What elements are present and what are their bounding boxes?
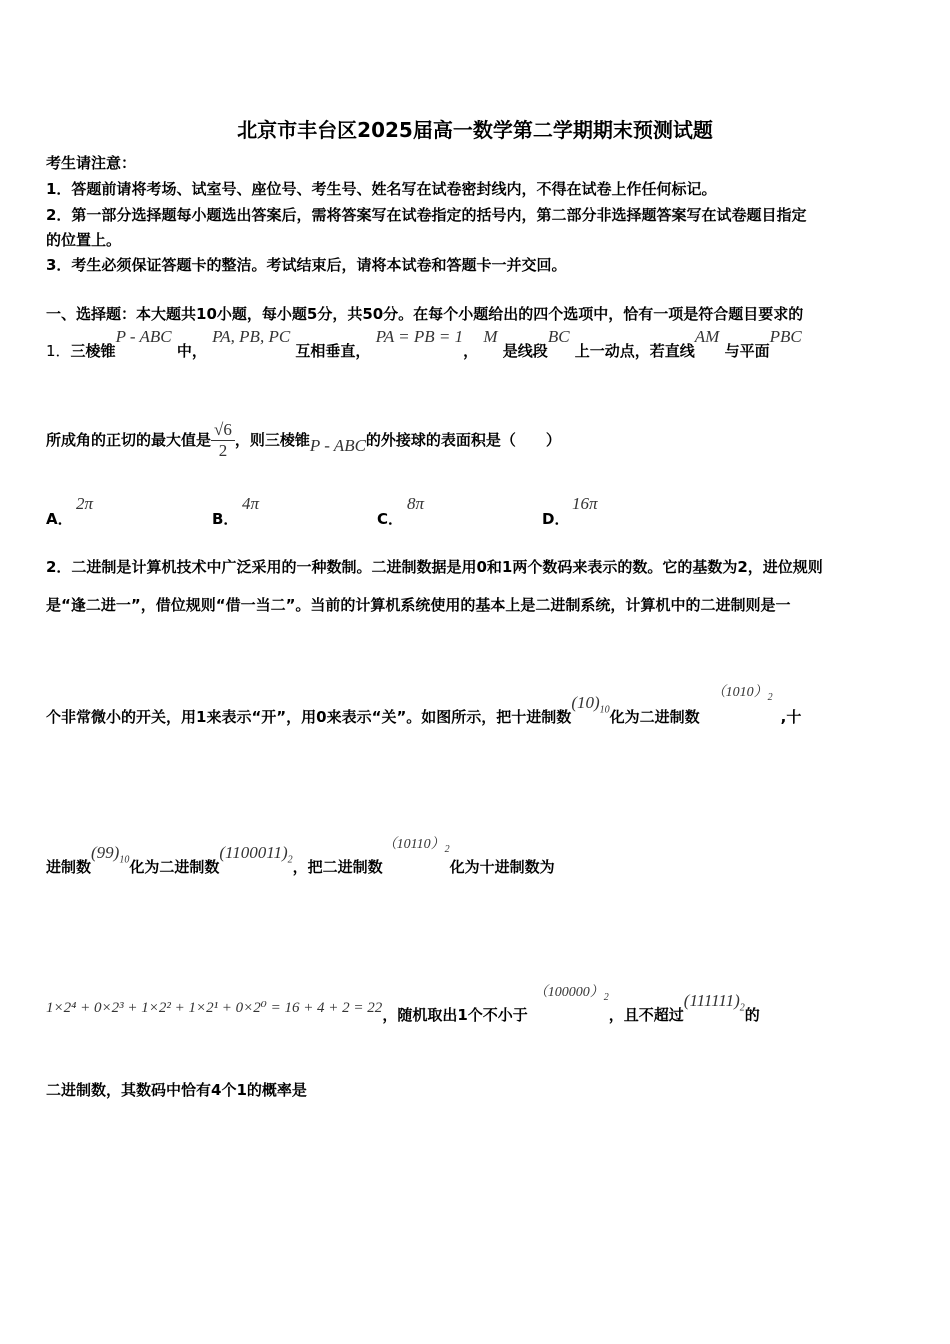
denominator: 2 <box>218 441 228 460</box>
option-c[interactable] <box>377 494 425 529</box>
math: P - ABC <box>115 327 172 346</box>
math-base: 10 <box>119 854 130 866</box>
section-heading: 一、选择题：本大题共10小题，每小题5分，共50分。在每个小题给出的四个选项中，恰有一项是符合题目要求的 <box>46 305 804 323</box>
option-value: 8π <box>407 494 425 513</box>
notice-item: 1．答题前请将考场、试室号、座位号、考生号、姓名写在试卷密封线内，不得在试卷上作任何标记。 <box>46 180 717 198</box>
math-base: 2 <box>767 691 773 703</box>
math-value: (10) <box>571 693 600 712</box>
math: AM <box>694 327 720 346</box>
math <box>533 985 609 1003</box>
math-value: (1100011) <box>219 843 288 862</box>
notice-item: 2．第一部分选择题每小题选出答案后，需将答案写在试卷指定的括号内，第二部分非选择题答案写在试卷题目指定 <box>46 206 807 224</box>
question-2-line-4 <box>46 837 555 879</box>
option-value: 2π <box>76 494 94 513</box>
text: ， <box>463 342 479 360</box>
text: 的 <box>744 1006 760 1024</box>
math <box>219 843 293 866</box>
text: ，且不超过 <box>608 1006 684 1024</box>
text: ，则三棱锥 <box>234 431 310 449</box>
math-value: （1010） <box>711 685 768 700</box>
formula: 1×2⁴ + 0×2³ + 1×2² + 1×2¹ + 0×2⁰ = 16 + 4 + 2 = 22 <box>46 1000 383 1016</box>
math-value: (99) <box>91 843 120 862</box>
math-value: (111111) <box>683 991 740 1010</box>
numerator: √6 <box>211 420 235 441</box>
page-title: 北京市丰台区2025届高一数学第二学期期末预测试题 <box>237 118 713 142</box>
question-1-line-1 <box>46 327 802 361</box>
text: 是线段 <box>502 342 548 360</box>
option-label: D． <box>542 510 570 528</box>
option-a[interactable] <box>46 494 94 529</box>
option-value: 16π <box>572 494 598 513</box>
text: 化为二进制数 <box>609 708 700 726</box>
option-b[interactable] <box>212 494 260 529</box>
question-1-line-2 <box>46 420 561 461</box>
text: ，把二进制数 <box>292 858 383 876</box>
math: BC <box>547 327 570 346</box>
text: 化为十进制数为 <box>449 858 555 876</box>
math <box>382 837 450 855</box>
math-base: 2 <box>287 854 293 866</box>
option-label: C． <box>377 510 404 528</box>
text: 互相垂直， <box>295 342 371 360</box>
text: 个非常微小的开关，用1来表示“开”，用0来表示“关”。如图所示，把十进制数 <box>46 708 572 726</box>
math-base: 2 <box>444 843 450 855</box>
math: PA, PB, PC <box>212 327 291 346</box>
text: ,十 <box>780 708 802 726</box>
math <box>683 991 745 1014</box>
text: 的外接球的表面积是（ ） <box>365 431 561 449</box>
math: PA = PB = 1 <box>375 327 464 346</box>
notice-heading: 考生请注意： <box>46 154 137 172</box>
option-d[interactable] <box>542 494 598 529</box>
text: 上一动点，若直线 <box>574 342 695 360</box>
q-number: 1． <box>46 342 71 360</box>
question-2-line-5 <box>46 985 760 1027</box>
text: 进制数 <box>46 858 92 876</box>
math <box>571 693 610 716</box>
text: 与平面 <box>724 342 770 360</box>
option-label: A． <box>46 510 73 528</box>
question-2-line-1: 2．二进制是计算机技术中广泛采用的一种数制。二进制数据是用0和1两个数码来表示的数。它的基数为2，进位规则 <box>46 558 823 576</box>
text: 三棱锥 <box>70 342 116 360</box>
math <box>91 843 130 866</box>
fraction <box>211 420 235 461</box>
text: 中， <box>176 342 207 360</box>
text: 所成角的正切的最大值是 <box>46 431 212 449</box>
math: P - ABC <box>309 436 366 455</box>
math: M <box>483 327 498 346</box>
notice-item: 的位置上。 <box>46 231 122 249</box>
notice-item: 3．考生必须保证答题卡的整洁。考试结束后，请将本试卷和答题卡一并交回。 <box>46 256 567 274</box>
math-value: （10110） <box>382 837 445 852</box>
question-2-line-6: 二进制数，其数码中恰有4个1的概率是 <box>46 1081 307 1099</box>
math: PBC <box>769 327 802 346</box>
text: 化为二进制数 <box>129 858 220 876</box>
math-base: 10 <box>599 704 610 716</box>
question-2-line-2: 是“逢二进一”，借位规则“借一当二”。当前的计算机系统使用的基本上是二进制系统，计算机中的二进制则是一 <box>46 596 791 614</box>
option-value: 4π <box>242 494 260 513</box>
math-base: 2 <box>739 1002 745 1014</box>
math-base: 2 <box>603 991 609 1003</box>
text: ，随机取出1个不小于 <box>382 1006 528 1024</box>
math <box>711 685 773 703</box>
option-label: B． <box>212 510 239 528</box>
question-2-line-3 <box>46 685 802 729</box>
math-value: （100000） <box>533 985 604 1000</box>
